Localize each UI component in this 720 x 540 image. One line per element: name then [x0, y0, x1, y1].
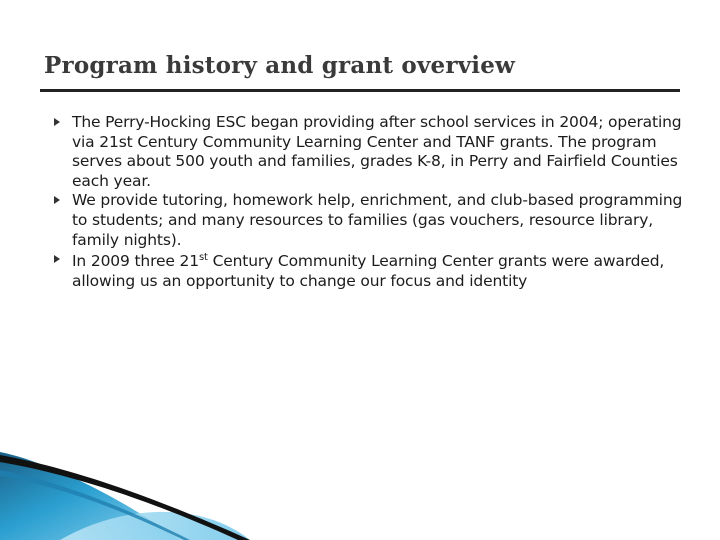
bullet-text-after: Century Community Learning Center grants were awarded, allowing us an opportunity to change our focus and identity: [72, 252, 665, 290]
ordinal-superscript: st: [198, 252, 208, 264]
bullet-text-before: In 2009 three 21: [72, 252, 199, 271]
bullet-text: The Perry-Hocking ESC began providing after school services in 2004; operating via 21st Century Community Learning Center and TANF grants. The program serves about 500 youth and families, grades K-8, in Perry and Fairfield Counties each year.: [72, 113, 682, 190]
slide-title: Program history and grant overview: [44, 52, 516, 79]
bullet-text: We provide tutoring, homework help, enrichment, and club-based programming to students; and many resources to families (gas vouchers, resource library, family nights).: [72, 191, 683, 249]
